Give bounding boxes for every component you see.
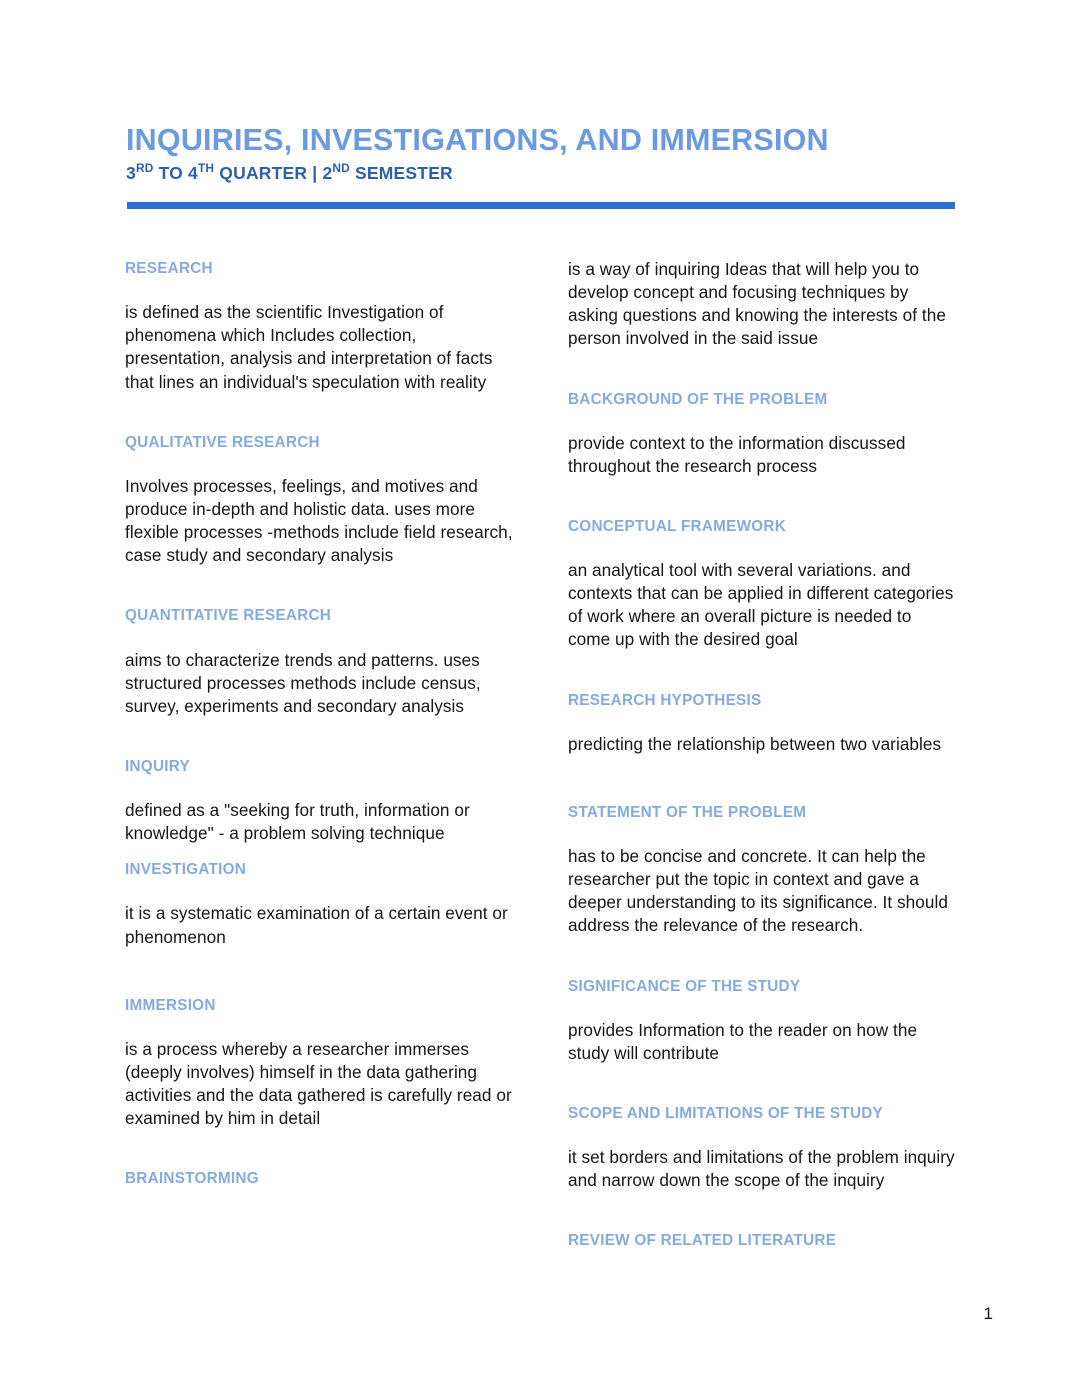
section-heading-scope-and-limitations-of-the-study: SCOPE AND LIMITATIONS OF THE STUDY [568, 1104, 884, 1122]
section-heading-qualitative-research: QUALITATIVE RESEARCH [125, 433, 320, 451]
subtitle-quarter-start-number: 3 [126, 163, 136, 184]
section-body-research-hypothesis: predicting the relationship between two variables [568, 733, 942, 754]
section-research-hypothesis [568, 690, 958, 756]
section-heading-statement-of-the-problem: STATEMENT OF THE PROBLEM [568, 803, 807, 821]
section-heading-investigation: INVESTIGATION [125, 861, 247, 879]
subtitle-quarter-end-number: 4 [188, 163, 198, 184]
section-body-research: is defined as the scientific Investigation of phenomena which Includes collection, presentation, analysis and interpretation of facts that lines an individual's speculation with reality [125, 302, 493, 392]
subtitle-quarter-label: QUARTER | [214, 163, 323, 184]
section-body-investigation: it is a systematic examination of a certain event or phenomenon [125, 903, 508, 947]
section-body-scope-and-limitations-of-the-study: it set borders and limitations of the problem inquiry and narrow down the scope of the inquiry [568, 1147, 955, 1191]
subtitle-ordinal-th: TH [197, 161, 215, 176]
section-body-quantitative-research: aims to characterize trends and patterns. uses structured processes methods include census, survey, experiments and secondary analysis [125, 649, 481, 716]
section-investigation [125, 859, 515, 948]
subtitle-ordinal-rd: RD [135, 161, 154, 176]
section-inquiry [125, 756, 515, 845]
section-conceptual-framework [568, 516, 958, 652]
document-subtitle [126, 163, 956, 183]
section-brainstorming [125, 1168, 515, 1190]
section-body-conceptual-framework: an analytical tool with several variations. and contexts that can be applied in different categories of work where an overall picture is needed to come up with the desired goal [568, 560, 954, 650]
section-immersion [125, 995, 515, 1131]
subtitle-connector-to: TO [153, 163, 189, 184]
section-qualitative-research [125, 432, 515, 568]
section-body-significance-of-the-study: provides Information to the reader on how the study will contribute [568, 1019, 918, 1063]
subtitle-ordinal-nd: ND [332, 161, 350, 176]
section-body-background-of-the-problem: provide context to the information discussed throughout the research process [568, 432, 906, 476]
two-column-body [125, 258, 957, 1288]
section-heading-immersion: IMMERSION [125, 996, 216, 1014]
right-column [568, 258, 958, 1253]
section-heading-inquiry: INQUIRY [125, 757, 190, 775]
section-heading-brainstorming: BRAINSTORMING [125, 1170, 259, 1188]
section-significance-of-the-study [568, 976, 958, 1065]
section-heading-background-of-the-problem: BACKGROUND OF THE PROBLEM [568, 390, 828, 408]
section-heading-significance-of-the-study: SIGNIFICANCE OF THE STUDY [568, 977, 801, 995]
section-research [125, 258, 515, 394]
document-header [126, 123, 956, 183]
section-body-brainstorming: is a way of inquiring Ideas that will help you to develop concept and focusing techniques by asking questions and knowing the interests of the person involved in the said issue [568, 259, 946, 349]
section-heading-review-of-related-literature: REVIEW OF RELATED LITERATURE [568, 1232, 837, 1250]
section-body-qualitative-research: Involves processes, feelings, and motives and produce in-depth and holistic data. uses more flexible processes -methods include field research, case study and secondary analysis [125, 475, 513, 566]
section-heading-quantitative-research: QUANTITATIVE RESEARCH [125, 607, 332, 625]
section-brainstorming-continued [568, 258, 958, 351]
page-title: INQUIRIES, INVESTIGATIONS, AND IMMERSION [126, 123, 829, 157]
section-background-of-the-problem [568, 389, 958, 478]
section-body-statement-of-the-problem: has to be concise and concrete. It can help the researcher put the topic in context and gave a deeper understanding to its significance. It should address the relevance of the research. [568, 846, 948, 936]
left-column [125, 258, 515, 1191]
section-heading-research: RESEARCH [125, 260, 213, 277]
section-body-immersion: is a process whereby a researcher immerses (deeply involves) himself in the data gathering activities and the data gathered is carefully read or examined by him in detail [125, 1038, 512, 1129]
section-scope-and-limitations-of-the-study [568, 1103, 958, 1192]
section-body-inquiry: defined as a "seeking for truth, information or knowledge" - a problem solving technique [125, 800, 470, 844]
subtitle-semester-number: 2 [322, 163, 333, 184]
section-heading-conceptual-framework: CONCEPTUAL FRAMEWORK [568, 517, 787, 535]
section-quantitative-research [125, 605, 515, 718]
header-divider-rule [127, 202, 955, 209]
section-review-of-related-literature [568, 1230, 958, 1252]
section-statement-of-the-problem [568, 802, 958, 938]
section-heading-research-hypothesis: RESEARCH HYPOTHESIS [568, 691, 762, 709]
page-number: 1 [983, 1304, 993, 1323]
subtitle-semester-label: SEMESTER [349, 163, 453, 184]
